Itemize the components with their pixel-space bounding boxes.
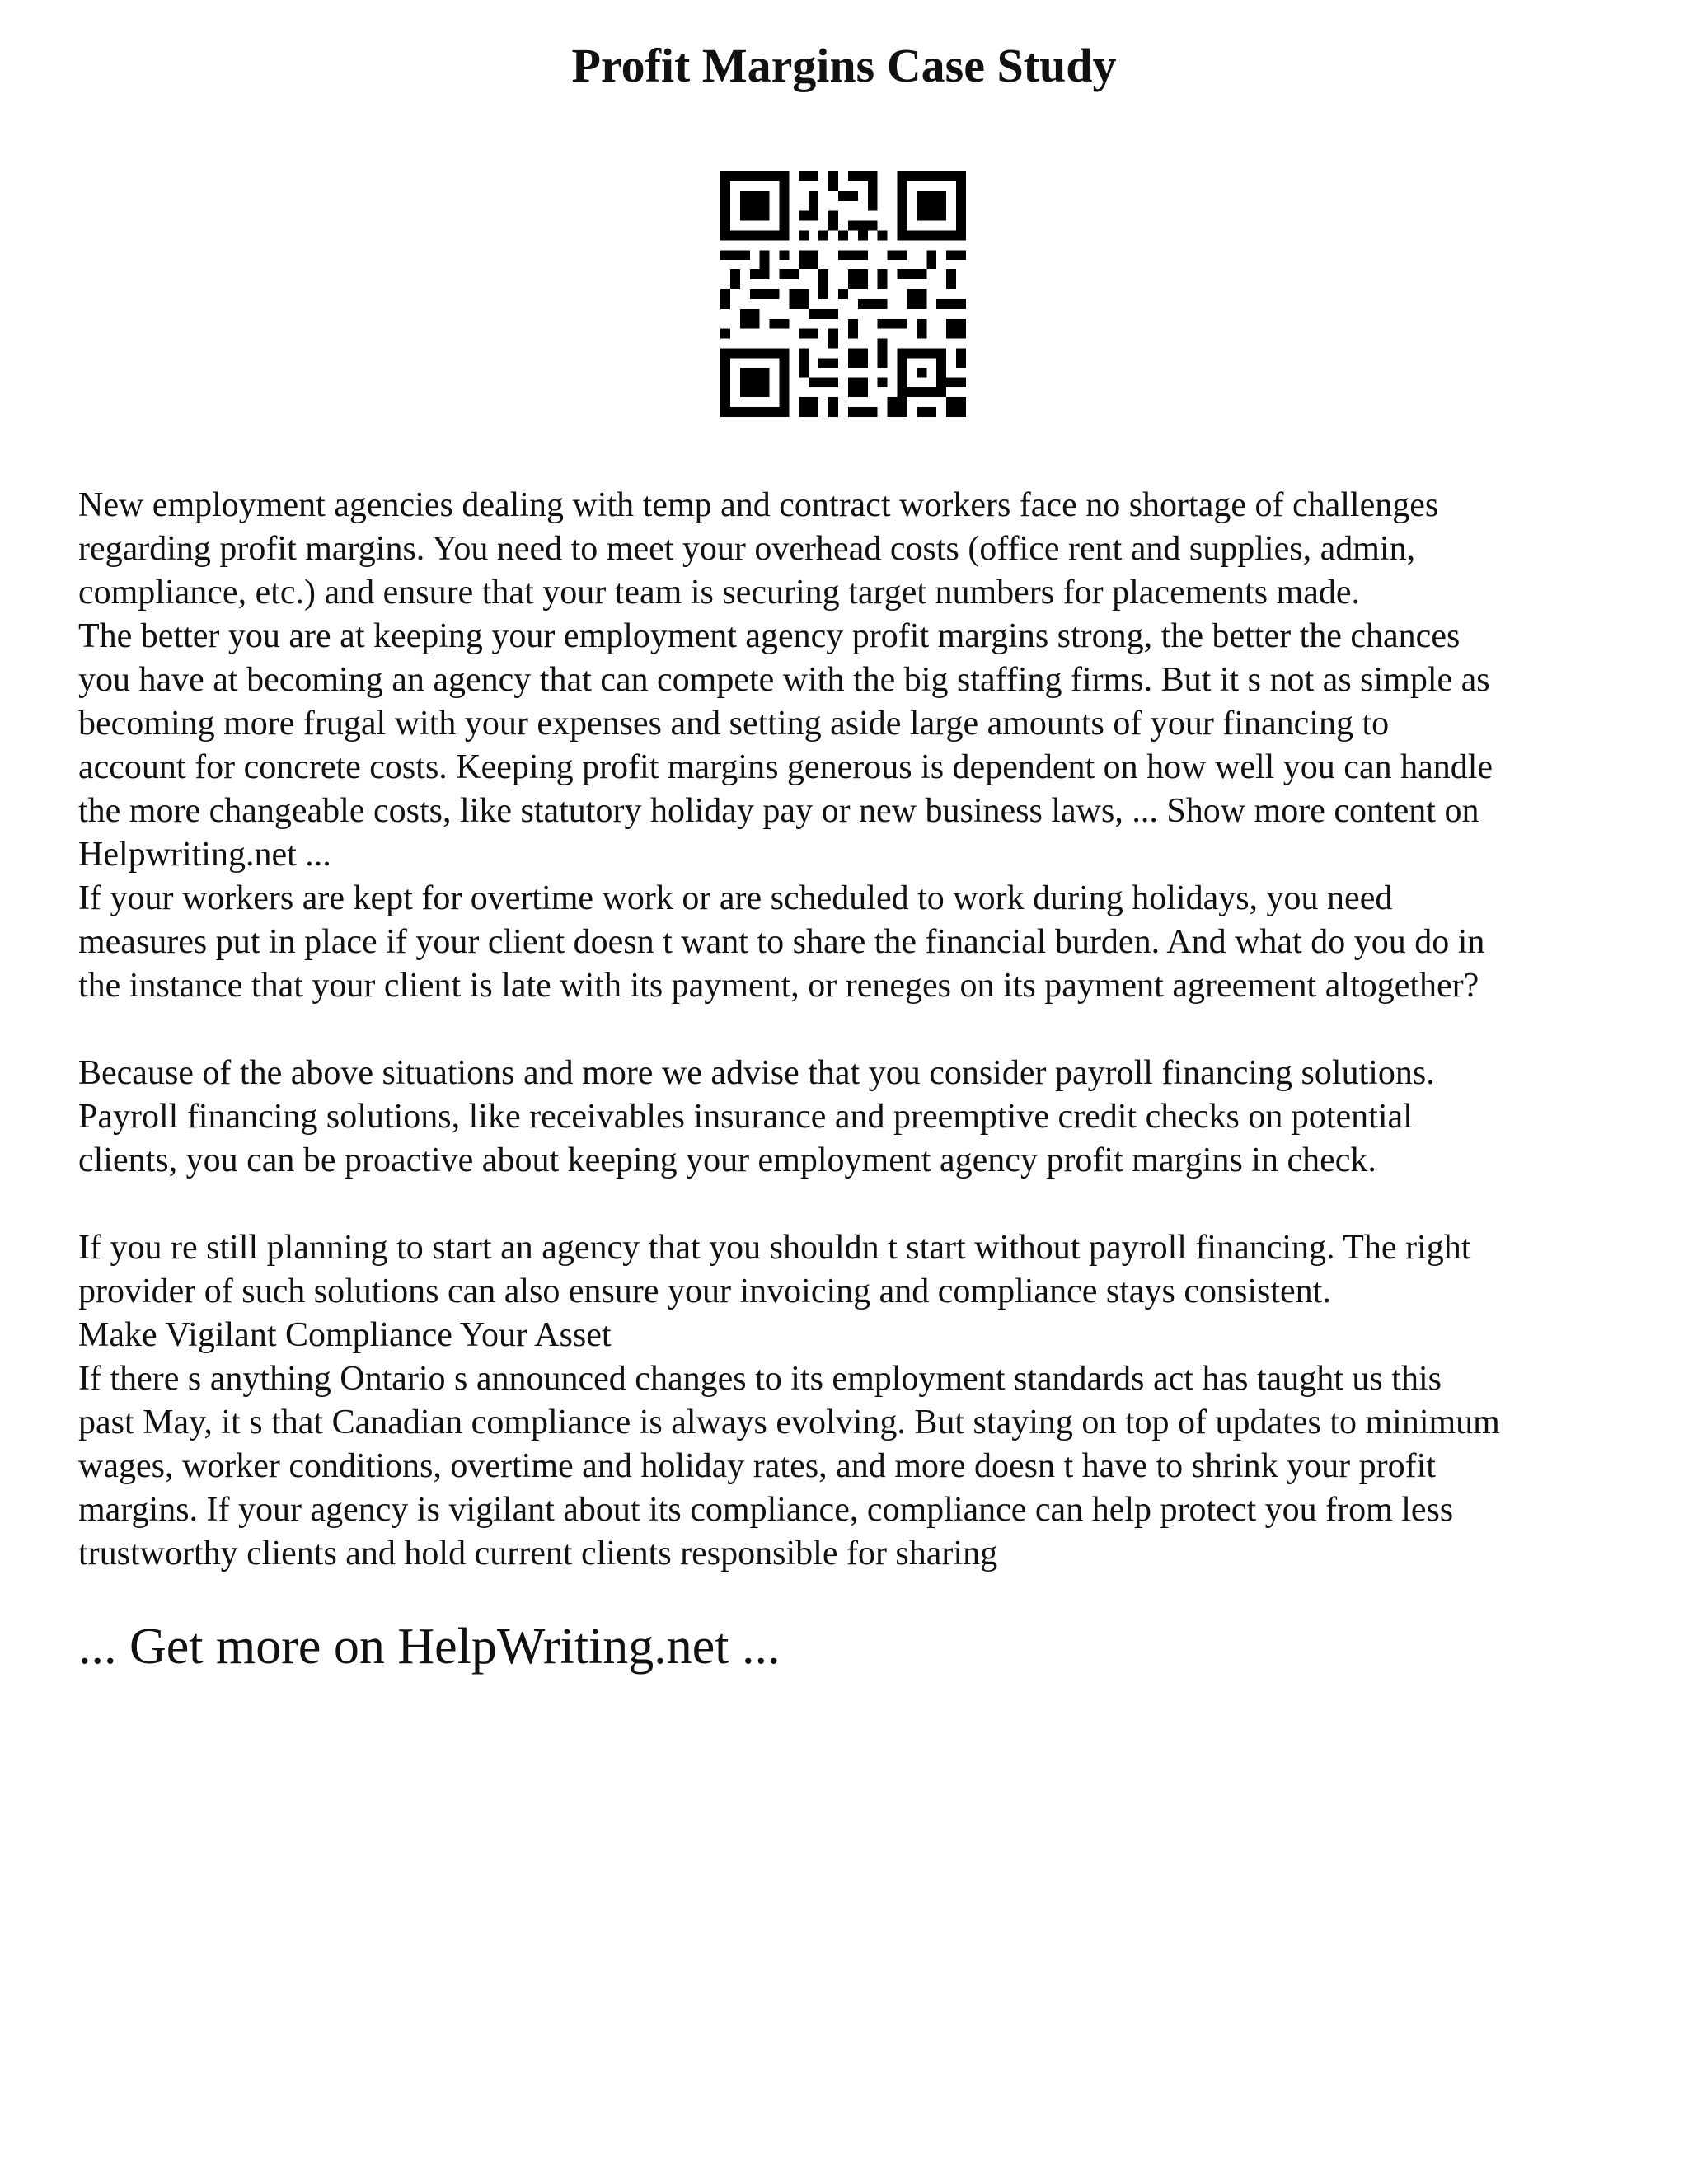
- qr-code-icon: [720, 171, 966, 417]
- page-title: Profit Margins Case Study: [571, 39, 1117, 92]
- get-more-link[interactable]: ... Get more on HelpWriting.net ...: [78, 1619, 781, 1675]
- body-text: New employment agencies dealing with temp and contract workers face no shortage of challenges regarding profit margins. You need to meet your overhead costs (office rent and supplies, admin, compliance, etc.) and ensure that your team is securing target numbers for placements made. The better you are at keeping your employment agency profit margins strong, the better the chances you have at becoming an agency that can compete with the big staffing firms. But it s not as simple as becoming more frugal with your expenses and setting aside large amounts of your financing to account for concrete costs. Keeping profit margins generous is dependent on how well you can handle the more changeable costs, like statutory holiday pay or new business laws, ... Show more content on Helpwriting.net ... If your workers are kept for overtime work or are scheduled to work during holidays, you need measures put in place if your client doesn t want to share the financial burden. And what do you do in the instance that your client is late with its payment, or reneges on its payment agreement altogether? Because of the above situations and more we advise that you consider payroll financing solutions. Payroll financing solutions, like receivables insurance and preemptive credit checks on potential clients, you can be proactive about keeping your employment agency profit margins in check. If you re still planning to start an agency that you shouldn t start without payroll financing. The right provider of such solutions can also ensure your invoicing and compliance stays consistent. Make Vigilant Compliance Your Asset If there s anything Ontario s announced changes to its employment standards act has taught us this past May, it s that Canadian compliance is always evolving. But staying on top of updates to minimum wages, worker conditions, overtime and holiday rates, and more doesn t have to shrink your profit margins. If your agency is vigilant about its compliance, compliance can help protect you from less trustworthy clients and hold current clients responsible for sharing: [78, 486, 1500, 1572]
